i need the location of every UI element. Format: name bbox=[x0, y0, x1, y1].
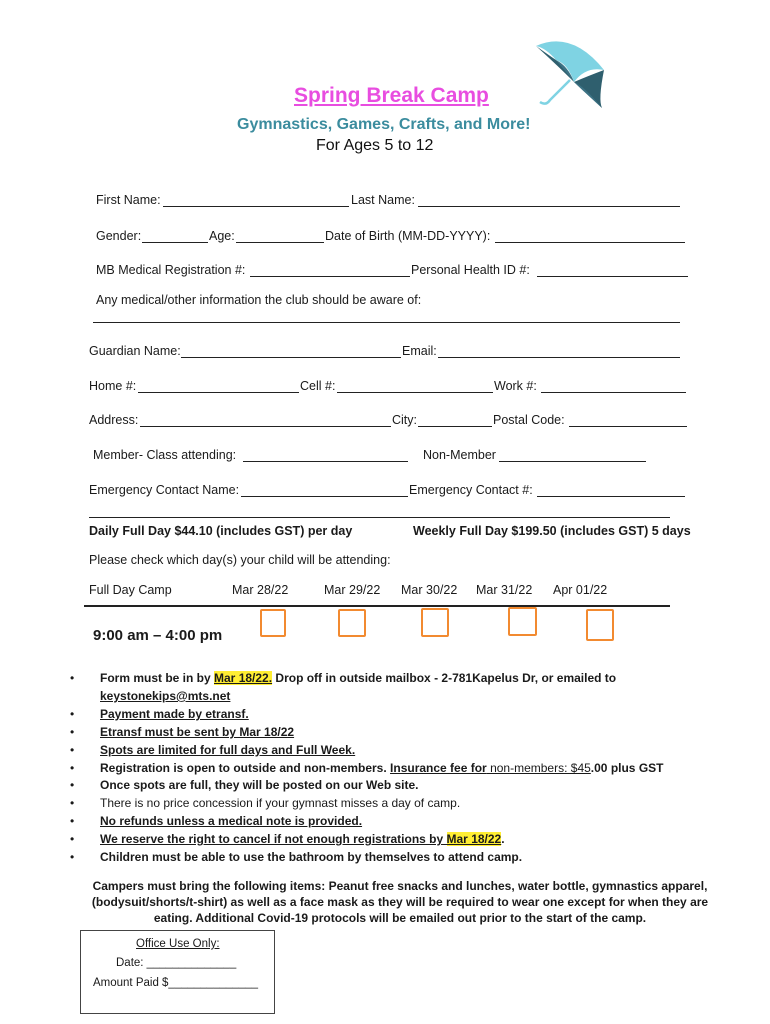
checkbox-mar31[interactable] bbox=[508, 607, 537, 636]
work-phone-field[interactable] bbox=[541, 392, 686, 393]
guardian-name-label: Guardian Name: bbox=[89, 344, 181, 358]
rule-no-concession: • There is no price concession if your gymnast misses a day of camp. bbox=[70, 795, 730, 813]
rule-payment: • Payment made by etransf. bbox=[70, 706, 730, 724]
day-label-mar28: Mar 28/22 bbox=[232, 583, 289, 597]
member-class-field[interactable] bbox=[243, 461, 408, 462]
rule-deadline: • Form must be in by Mar 18/22. Drop off in outside mailbox - 2-781Kapelus Dr, or emailed to keystonekips@mts.net bbox=[70, 670, 730, 706]
cancel-date-highlight: Mar 18/22 bbox=[446, 832, 502, 847]
postal-code-label: Postal Code: bbox=[493, 413, 565, 427]
ages-label: For Ages 5 to 12 bbox=[316, 137, 434, 154]
rule-spots-limited: • Spots are limited for full days and Full Week. bbox=[70, 742, 730, 760]
schedule-divider bbox=[84, 605, 670, 607]
day-label-mar30: Mar 30/22 bbox=[401, 583, 458, 597]
gender-field[interactable] bbox=[142, 242, 208, 243]
first-name-field[interactable] bbox=[163, 206, 349, 207]
home-phone-field[interactable] bbox=[138, 392, 299, 393]
last-name-label: Last Name: bbox=[351, 193, 415, 207]
rule-no-refunds: • No refunds unless a medical note is provided. bbox=[70, 813, 730, 831]
page-subtitle: Gymnastics, Games, Crafts, and More! bbox=[237, 116, 531, 133]
checkbox-mar29[interactable] bbox=[338, 609, 366, 637]
mb-medical-label: MB Medical Registration #: bbox=[96, 263, 246, 277]
rules-list bbox=[70, 670, 730, 867]
office-date-field[interactable]: Date: ______________ bbox=[116, 957, 237, 969]
city-label: City: bbox=[392, 413, 417, 427]
first-name-label: First Name: bbox=[96, 193, 161, 207]
rule-spots-full: • Once spots are full, they will be posted on our Web site. bbox=[70, 777, 730, 795]
weekly-price: Weekly Full Day $199.50 (includes GST) 5 days bbox=[413, 524, 691, 538]
day-label-mar31: Mar 31/22 bbox=[476, 583, 533, 597]
member-class-label: Member- Class attending: bbox=[93, 448, 237, 462]
email-link[interactable]: keystonekips@mts.net bbox=[100, 688, 231, 703]
work-phone-label: Work #: bbox=[494, 379, 537, 393]
day-label-apr01: Apr 01/22 bbox=[553, 583, 608, 597]
gender-label: Gender: bbox=[96, 229, 142, 243]
email-field[interactable] bbox=[438, 357, 680, 358]
age-label: Age: bbox=[209, 229, 235, 243]
full-day-camp-label: Full Day Camp bbox=[89, 583, 172, 597]
emergency-name-field[interactable] bbox=[241, 496, 408, 497]
rule-bathroom: • Children must be able to use the bathroom by themselves to attend camp. bbox=[70, 849, 730, 867]
health-id-label: Personal Health ID #: bbox=[411, 263, 530, 277]
camp-time: 9:00 am – 4:00 pm bbox=[93, 627, 223, 644]
emergency-name-label: Emergency Contact Name: bbox=[89, 483, 240, 497]
office-use-title: Office Use Only: bbox=[136, 938, 220, 950]
schedule-instruction: Please check which day(s) your child will be attending: bbox=[89, 553, 391, 567]
page-title: Spring Break Camp bbox=[294, 84, 489, 107]
office-amount-field[interactable]: Amount Paid $______________ bbox=[93, 977, 258, 989]
health-id-field[interactable] bbox=[537, 276, 688, 277]
pricing-divider bbox=[89, 517, 670, 518]
rule-registration-open: • Registration is open to outside and non-members. Insurance fee for non-members: $45.00 plus GST bbox=[70, 760, 730, 778]
address-label: Address: bbox=[89, 413, 139, 427]
checkbox-mar28[interactable] bbox=[260, 609, 286, 637]
emergency-number-label: Emergency Contact #: bbox=[409, 483, 533, 497]
cell-phone-label: Cell #: bbox=[300, 379, 336, 393]
emergency-number-field[interactable] bbox=[537, 496, 685, 497]
dob-label: Date of Birth (MM-DD-YYYY): bbox=[325, 229, 491, 243]
campers-note: Campers must bring the following items: Peanut free snacks and lunches, water bottle, gymnastics apparel, (bodysuit/shorts/t-shirt) as well as a face mask as they will be required to wear one except for when they are eating. Additional Covid-19 protocols will be emailed out prior to the start of the camp. bbox=[91, 879, 709, 925]
day-label-mar29: Mar 29/22 bbox=[324, 583, 381, 597]
last-name-field[interactable] bbox=[418, 206, 680, 207]
guardian-name-field[interactable] bbox=[181, 357, 401, 358]
umbrella-icon bbox=[528, 36, 612, 112]
city-field[interactable] bbox=[418, 426, 492, 427]
postal-code-field[interactable] bbox=[569, 426, 687, 427]
email-label: Email: bbox=[402, 344, 437, 358]
daily-price: Daily Full Day $44.10 (includes GST) per day bbox=[89, 524, 353, 538]
medical-info-label: Any medical/other information the club should be aware of: bbox=[96, 293, 422, 307]
age-field[interactable] bbox=[236, 242, 324, 243]
non-member-label: Non-Member bbox=[423, 448, 496, 462]
dob-field[interactable] bbox=[495, 242, 685, 243]
deadline-highlight: Mar 18/22. bbox=[214, 671, 273, 685]
rule-cancel: • We reserve the right to cancel if not enough registrations by Mar 18/22. bbox=[70, 831, 730, 849]
home-phone-label: Home #: bbox=[89, 379, 137, 393]
office-use-box bbox=[80, 930, 275, 1014]
checkbox-mar30[interactable] bbox=[421, 608, 449, 637]
medical-info-field[interactable] bbox=[93, 322, 680, 323]
checkbox-apr01[interactable] bbox=[586, 609, 614, 641]
address-field[interactable] bbox=[140, 426, 391, 427]
rule-etransf-deadline: • Etransf must be sent by Mar 18/22 bbox=[70, 724, 730, 742]
non-member-field[interactable] bbox=[499, 461, 646, 462]
cell-phone-field[interactable] bbox=[337, 392, 493, 393]
mb-medical-field[interactable] bbox=[250, 276, 410, 277]
